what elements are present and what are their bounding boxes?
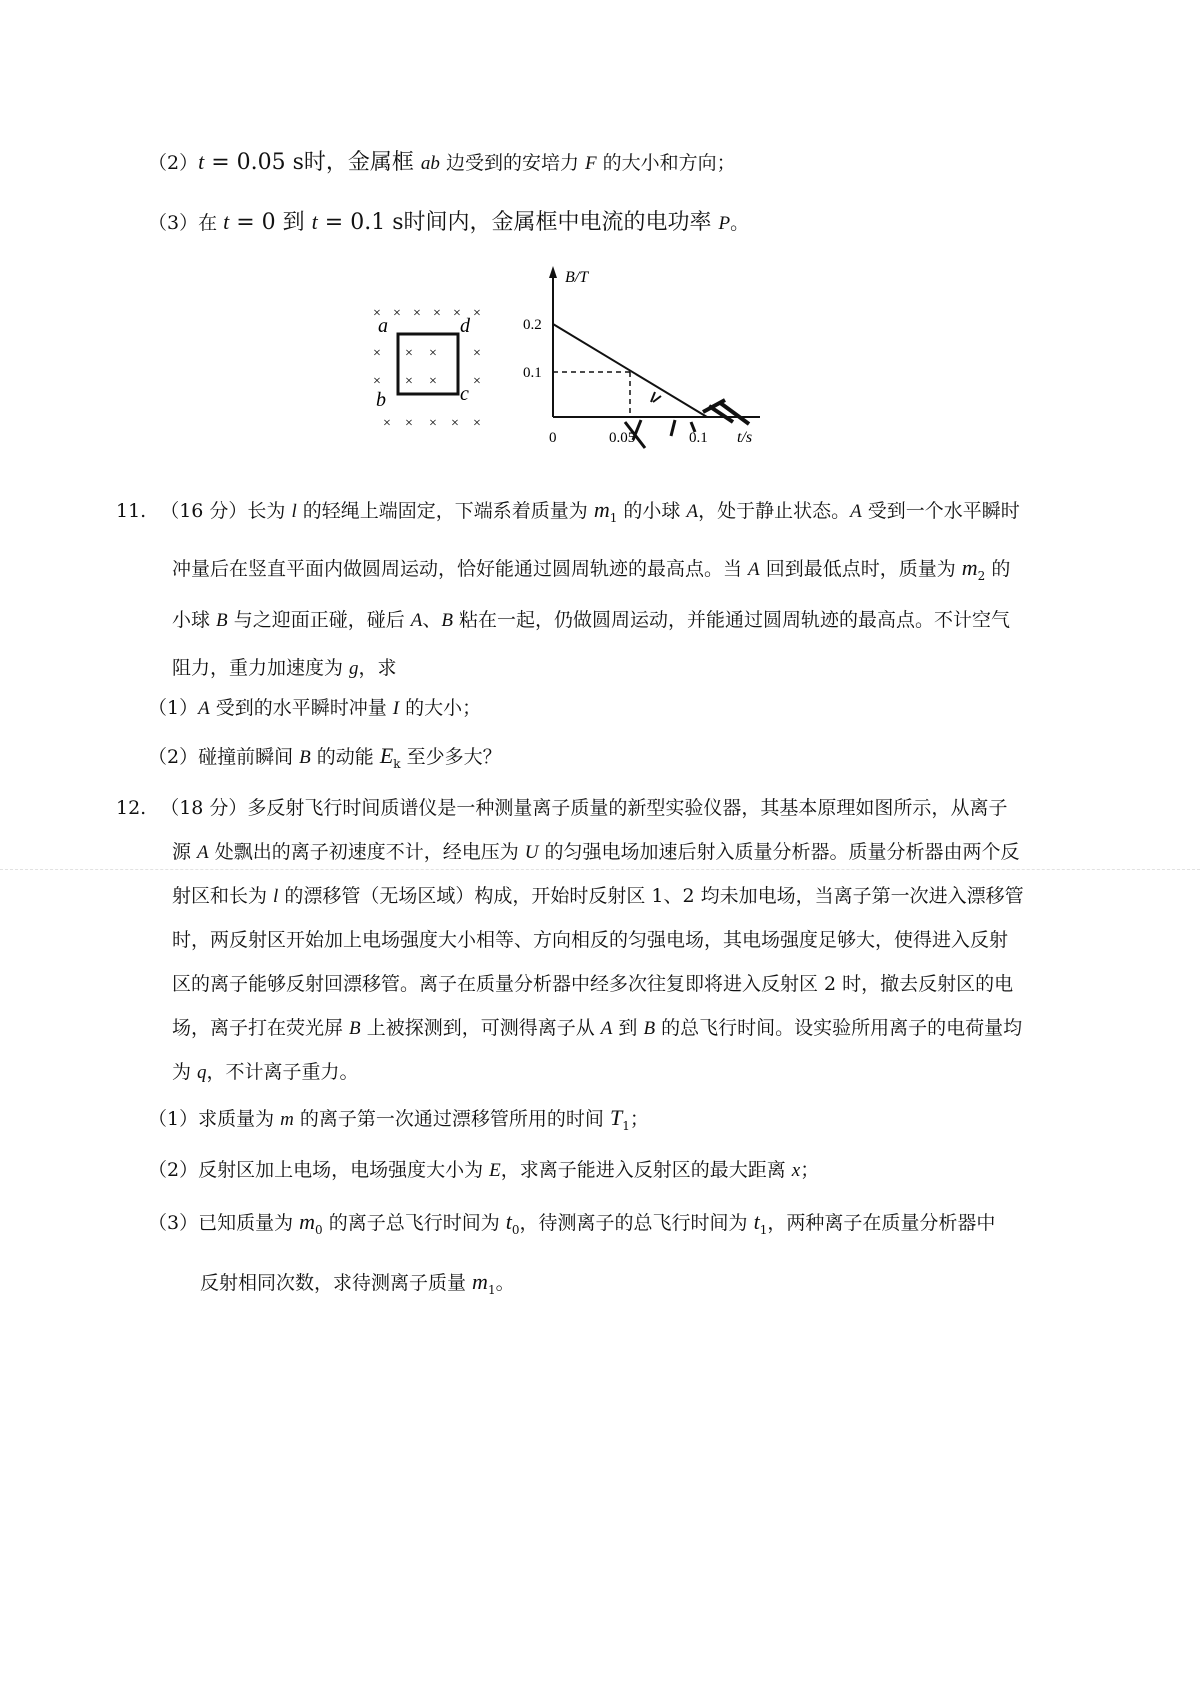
field-cross: × xyxy=(433,306,441,321)
bt-graph xyxy=(505,262,805,462)
field-cross: × xyxy=(451,416,459,430)
x-tick-label-0.1: 0.1 xyxy=(689,430,708,446)
field-cross: × xyxy=(405,346,413,361)
page-divider xyxy=(0,869,1200,870)
y-tick-label-0.2: 0.2 xyxy=(523,317,542,333)
q11-line1: 11. （16 分）长为 l 的轻绳上端固定，下端系着质量为 $m_1$ 的小球 A，处于静止状态。A 受到一个水平瞬时 xyxy=(116,497,1020,525)
field-cross: × xyxy=(429,346,437,361)
y-tick-label-0.1: 0.1 xyxy=(523,365,542,381)
field-cross: × xyxy=(393,306,401,321)
field-cross: × xyxy=(453,306,461,321)
q10-part2: （2）t = 0.05 s时，金属框 ab 边受到的安培力 F 的大小和方向； xyxy=(148,149,736,175)
q10-part3: （3）在 t = 0 到 t = 0.1 s时间内，金属框中电流的电功率 P。 xyxy=(148,209,750,235)
question-number: 12. xyxy=(116,797,147,819)
q12-line1: 12. （18 分）多反射飞行时间质谱仪是一种测量离子质量的新型实验仪器，其基本原理如图所示，从离子 xyxy=(116,797,1008,819)
x-axis-label: t/s xyxy=(737,429,753,446)
field-cross: × xyxy=(373,374,381,389)
corner-label-b: b xyxy=(376,389,386,411)
y-axis-label: B/T xyxy=(565,269,589,286)
q12-line2: 源 A 处飘出的离子初速度不计，经电压为 U 的匀强电场加速后射入质量分析器。质量分析器由两个反 xyxy=(172,841,1020,863)
field-cross: × xyxy=(405,374,413,389)
q11-line3: 小球 B 与之迎面正碰，碰后 A、B 粘在一起，仍做圆周运动，并能通过圆周轨迹的最高点。不计空气 xyxy=(172,609,1011,631)
origin-label: 0 xyxy=(549,430,557,446)
field-cross: × xyxy=(373,306,381,321)
field-cross: × xyxy=(383,416,391,430)
q12-part3-line1: （3）已知质量为 $m_0$ 的离子总飞行时间为 $t_0$，待测离子的总飞行时间为 $t_1$，两种离子在质量分析器中 xyxy=(148,1209,996,1237)
field-cross: × xyxy=(473,374,481,389)
q12-line7: 为 q，不计离子重力。 xyxy=(172,1061,359,1083)
corner-label-a: a xyxy=(378,315,388,337)
scan-mark xyxy=(703,400,749,424)
field-cross: × xyxy=(473,346,481,361)
scan-mark xyxy=(651,392,661,402)
q11-line2: 冲量后在竖直平面内做圆周运动，恰好能通过圆周轨迹的最高点。当 A 回到最低点时，质量为 $m_2$ 的 xyxy=(172,555,1011,583)
scan-mark xyxy=(625,420,695,448)
field-cross: × xyxy=(405,416,413,430)
frame-figure xyxy=(368,300,488,430)
field-cross: × xyxy=(429,416,437,430)
question-number: 11. xyxy=(116,500,147,522)
q11-line4: 阻力，重力加速度为 g，求 xyxy=(172,657,397,679)
corner-label-c: c xyxy=(460,383,469,405)
q12-line3: 射区和长为 l 的漂移管（无场区域）构成，开始时反射区 1、2 均未加电场，当离子第一次进入漂移管 xyxy=(172,885,1024,907)
corner-label-d: d xyxy=(460,315,470,337)
field-cross: × xyxy=(413,306,421,321)
q12-line6: 场，离子打在荧光屏 B 上被探测到，可测得离子从 A 到 B 的总飞行时间。设实验所用离子的电荷量均 xyxy=(172,1017,1023,1039)
y-axis-arrow xyxy=(549,266,557,278)
q12-line5: 区的离子能够反射回漂移管。离子在质量分析器中经多次往复即将进入反射区 2 时，撤去反射区的电 xyxy=(172,973,1014,995)
x-tick-label-0.05: 0.05 xyxy=(609,430,636,446)
q11-part1: （1）A 受到的水平瞬时冲量 I 的大小； xyxy=(148,697,482,719)
field-cross: × xyxy=(473,306,481,321)
q12-part3-line2: 反射相同次数，求待测离子质量 $m_1$。 xyxy=(200,1269,515,1297)
field-cross: × xyxy=(429,374,437,389)
field-cross: × xyxy=(473,416,481,430)
field-cross: × xyxy=(373,346,381,361)
q12-part2: （2）反射区加上电场，电场强度大小为 E，求离子能进入反射区的最大距离 x； xyxy=(148,1159,820,1181)
q12-part1: （1）求质量为 m 的离子第一次通过漂移管所用的时间 $T_1$； xyxy=(148,1105,649,1133)
q11-part2: （2）碰撞前瞬间 B 的动能 $E_k$ 至少多大？ xyxy=(148,743,502,771)
q12-line4: 时，两反射区开始加上电场强度大小相等、方向相反的匀强电场，其电场强度足够大，使得进入反射 xyxy=(172,929,1009,951)
